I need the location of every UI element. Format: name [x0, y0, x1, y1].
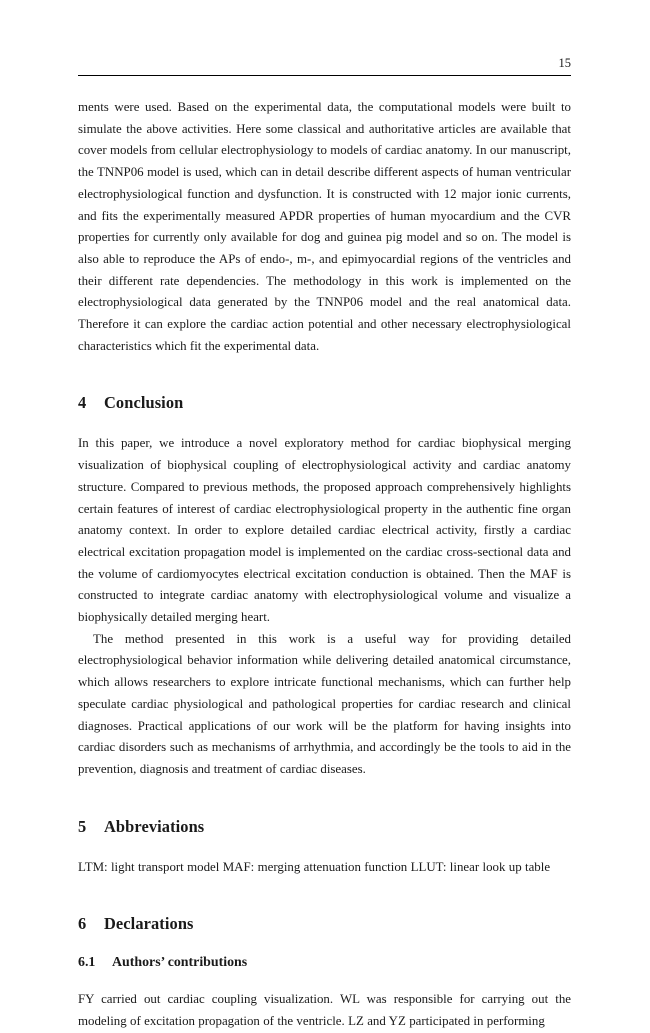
subsection-heading-authors-contributions — [78, 954, 571, 972]
spacer — [78, 934, 571, 954]
authors-contributions-paragraph: FY carried out cardiac coupling visualization. WL was responsible for carrying out the modeling of excitation propagation of the ventricle. LZ and YZ participated in performing — [78, 992, 571, 1029]
spacer — [78, 837, 571, 857]
subsection-number: 6.1 — [78, 955, 96, 971]
spacer — [78, 781, 571, 817]
section-heading-conclusion — [78, 393, 571, 413]
section-number: 6 — [78, 914, 87, 934]
conclusion-paragraph-1: In this paper, we introduce a novel exploratory method for cardiac biophysical merging visualization of biophysical coupling of electrophysiological activity and cardiac anatomy structure. Compared to previous methods, the proposed approach comprehensively highlights certain features of interest of cardiac electrophysiological property in the authentic fine organ anatomy context. In order to explore detailed cardiac electrical activity, firstly a cardiac electrical excitation propagation model is implemented on the cardiac cross-sectional data and the volume of cardiomyocytes electrical excitation conduction is obtained. Then the MAF is constructed to integrate cardiac anatomy with electrophysiological volume and visualize a biophysically detailed merging heart. — [78, 436, 571, 625]
section-title: Conclusion — [104, 393, 184, 413]
section-number: 4 — [78, 393, 87, 413]
section-title: Declarations — [104, 914, 194, 934]
spacer — [78, 972, 571, 989]
spacer — [78, 357, 571, 393]
section-title: Abbreviations — [104, 816, 205, 836]
section-heading-declarations — [78, 914, 571, 934]
header-rule — [78, 75, 571, 76]
conclusion-paragraph-2: The method presented in this work is a useful way for providing detailed electrophysiological behavior information while delivering detailed anatomical circumstance, which allows researchers to explore intricate functional mechanisms, which can further help speculate cardiac physiological and pathological properties for cardiac research and clinical diagnoses. Practical applications of our work will be the platform for having insights into cardiac disorders such as mechanisms of arrhythmia, and accordingly be the tools to aid in the prevention, diagnosis and treatment of cardiac diseases. — [78, 631, 571, 776]
subsection-title: Authors’ contributions — [112, 955, 248, 971]
continued-paragraph: ments were used. Based on the experimental data, the computational models were built to simulate the above activities. Here some classical and authoritative articles are available that cover models from cellular electrophysiology to models of cardiac anatomy. In our manuscript, the TNNP06 model is used, which can in detail describe different aspects of human ventricular electrophysiological function and dysfunction. It is constructed with 12 major ionic currents, and fits the experimentally measured APDR properties of human myocardium and the CVR properties for currently only available for dog and guinea pig model and so on. The model is also able to reproduce the APs of endo-, m-, and epimyocardial regions of the ventricles and their different rate dependencies. The methodology in this work is implemented on the electrophysiological data generated by the TNNP06 model and the real anatomical data. Therefore it can explore the cardiac action potential and other necessary electrophysiological characteristics which fit the experimental data. — [78, 100, 571, 353]
section-heading-abbreviations — [78, 817, 571, 837]
section-number: 5 — [78, 816, 87, 836]
page-number: 15 — [558, 56, 571, 70]
page-header — [78, 56, 571, 84]
abbreviations-paragraph: LTM: light transport model MAF: merging attenuation function LLUT: linear look up table — [78, 859, 551, 874]
page-content — [78, 0, 571, 1033]
spacer — [78, 878, 571, 914]
spacer — [78, 413, 571, 433]
